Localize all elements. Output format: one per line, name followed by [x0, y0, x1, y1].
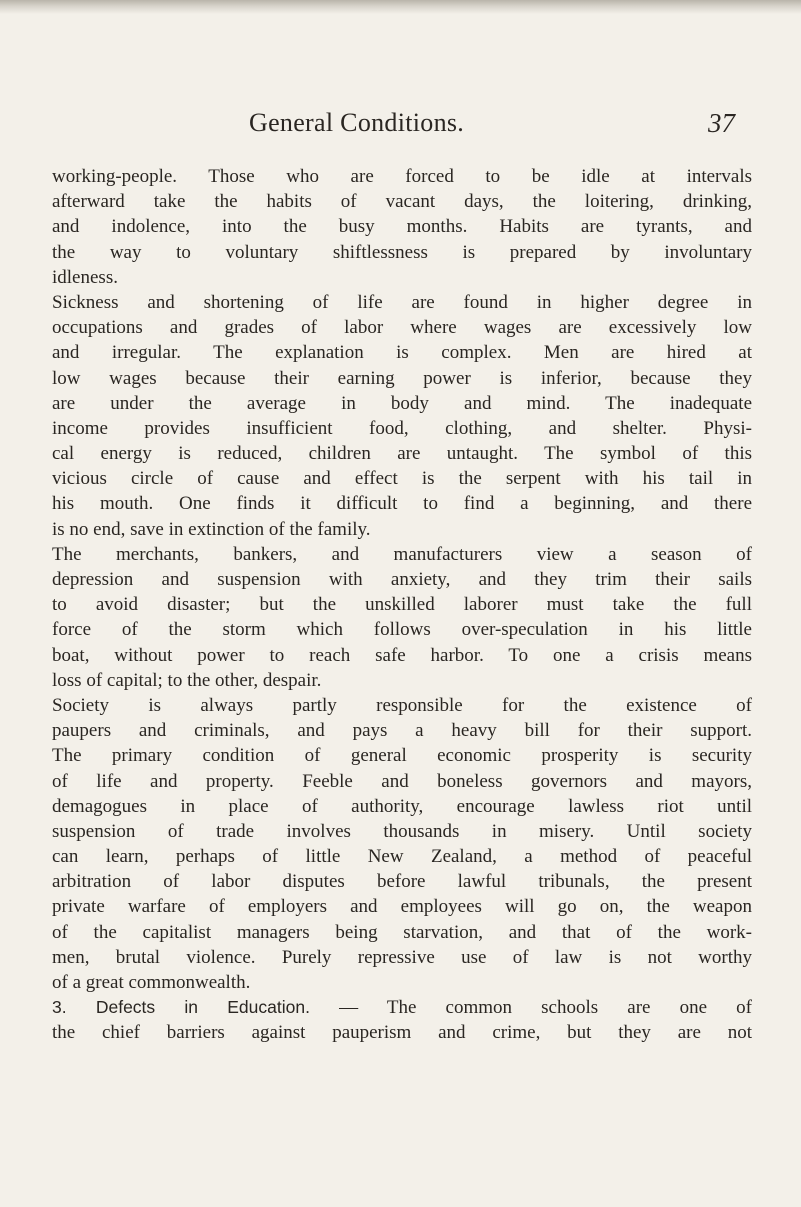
- section-heading-continuation: — The common schools are one of: [309, 997, 752, 1019]
- text-line: of the capitalist managers being starvation, and that of the work-: [52, 921, 752, 943]
- text-line: suspension of trade involves thousands in misery. Until society: [52, 820, 752, 842]
- text-line: occupations and grades of labor where wages are excessively low: [52, 317, 752, 339]
- text-line: is no end, save in extinction of the family.: [52, 518, 371, 540]
- text-line: private warfare of employers and employees will go on, the weapon: [52, 896, 752, 918]
- text-line: his mouth. One finds it difficult to find a beginning, and there: [52, 493, 752, 515]
- text-line: and indolence, into the busy months. Habits are tyrants, and: [52, 216, 752, 238]
- body-text: [52, 164, 752, 1046]
- text-line: depression and suspension with anxiety, and they trim their sails: [52, 569, 752, 590]
- text-line: working-people. Those who are forced to be idle at intervals: [52, 166, 752, 187]
- text-line: of life and property. Feeble and boneless governors and mayors,: [52, 770, 752, 792]
- text-line: low wages because their earning power is inferior, because they: [52, 367, 752, 389]
- text-line: arbitration of labor disputes before lawful tribunals, the present: [52, 871, 752, 893]
- text-line: Sickness and shortening of life are found in higher degree in: [52, 291, 752, 313]
- text-line: and irregular. The explanation is complex. Men are hired at: [52, 342, 752, 364]
- text-line: The primary condition of general economic prosperity is security: [52, 745, 752, 767]
- text-line: the chief barriers against pauperism and crime, but they are not: [52, 1022, 752, 1044]
- text-line: demagogues in place of authority, encourage lawless riot until: [52, 795, 752, 817]
- text-line: the way to voluntary shiftlessness is prepared by involuntary: [52, 241, 752, 263]
- text-line: Society is always partly responsible for the existence of: [52, 694, 752, 716]
- text-line: loss of capital; to the other, despair.: [52, 669, 322, 691]
- text-line: afterward take the habits of vacant days, the loitering, drinking,: [52, 191, 752, 213]
- text-line: boat, without power to reach safe harbor. To one a crisis means: [52, 644, 752, 666]
- section-heading: 3. Defects in Education.: [52, 997, 310, 1018]
- text-line: The merchants, bankers, and manufacturers view a season of: [52, 543, 752, 565]
- text-line: income provides insufficient food, clothing, and shelter. Physi-: [52, 417, 752, 439]
- section-heading-line: [52, 995, 752, 1020]
- text-line: are under the average in body and mind. The inadequate: [52, 392, 752, 414]
- text-line: cal energy is reduced, children are untaught. The symbol of this: [52, 443, 752, 465]
- text-line: force of the storm which follows over-speculation in his little: [52, 619, 752, 641]
- text-line: to avoid disaster; but the unskilled laborer must take the full: [52, 594, 752, 616]
- text-line: idleness.: [52, 266, 118, 288]
- page-number: 37: [708, 108, 735, 138]
- running-title: General Conditions.: [249, 108, 465, 137]
- page-top-shadow: [0, 0, 801, 14]
- running-head: [0, 108, 801, 148]
- text-line: of a great commonwealth.: [52, 972, 251, 993]
- text-line: vicious circle of cause and effect is the serpent with his tail in: [52, 468, 752, 490]
- text-line: men, brutal violence. Purely repressive use of law is not worthy: [52, 946, 752, 968]
- text-line: can learn, perhaps of little New Zealand, a method of peaceful: [52, 846, 752, 868]
- text-line: paupers and criminals, and pays a heavy bill for their support.: [52, 720, 752, 742]
